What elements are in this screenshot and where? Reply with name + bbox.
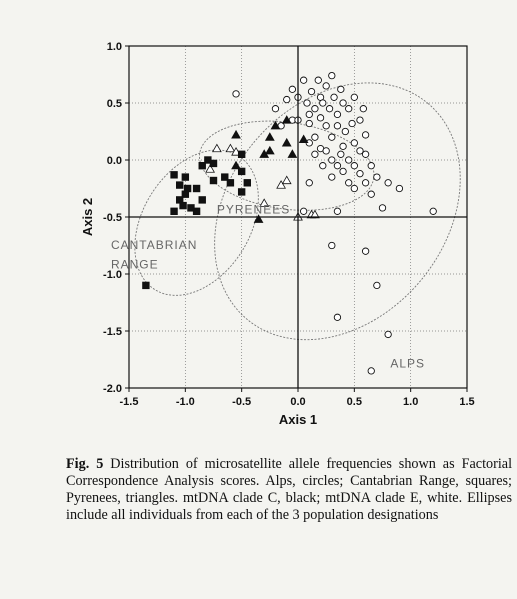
point-cantabrian-range [143, 282, 150, 289]
point-alps [317, 115, 323, 121]
point-pyrenees [288, 150, 296, 157]
point-cantabrian-range [180, 202, 187, 209]
point-cantabrian-range [210, 160, 217, 167]
point-alps [329, 134, 335, 140]
point-alps [360, 106, 366, 112]
point-alps [320, 163, 326, 169]
point-alps [362, 151, 368, 157]
caption-label: Fig. 5 [66, 456, 104, 472]
point-alps [374, 174, 380, 180]
point-cantabrian-range [171, 208, 178, 215]
x-tick-label: 1.5 [459, 396, 475, 408]
point-alps [306, 180, 312, 186]
point-alps [342, 128, 348, 134]
point-cantabrian-range [227, 180, 234, 187]
label-alps: ALPS [390, 356, 426, 371]
point-pyrenees [283, 139, 291, 146]
figure-caption [66, 456, 512, 524]
point-alps [396, 185, 402, 191]
point-alps [340, 100, 346, 106]
x-axis-title: Axis 1 [278, 412, 318, 427]
point-alps [334, 314, 340, 320]
point-alps [329, 157, 335, 163]
point-alps [362, 180, 368, 186]
point-alps [346, 157, 352, 163]
point-alps [312, 151, 318, 157]
point-alps [306, 111, 312, 117]
point-alps [323, 123, 329, 129]
point-alps [368, 368, 374, 374]
point-alps [338, 151, 344, 157]
point-alps [368, 163, 374, 169]
label-pyrenees: PYRENEES [216, 202, 291, 217]
y-axis-title: Axis 2 [80, 197, 95, 237]
point-alps [308, 88, 314, 94]
label-range: RANGE [110, 257, 159, 272]
point-alps [323, 148, 329, 154]
point-alps [312, 106, 318, 112]
point-cantabrian-range [182, 174, 189, 181]
point-alps [351, 94, 357, 100]
point-pyrenees [283, 176, 291, 183]
point-alps [233, 91, 239, 97]
point-alps [385, 180, 391, 186]
point-alps [315, 77, 321, 83]
point-alps [334, 111, 340, 117]
x-tick-label: 1.0 [403, 396, 419, 408]
point-alps [334, 163, 340, 169]
point-alps [304, 100, 310, 106]
point-alps [385, 331, 391, 337]
x-tick-label: 0.5 [346, 396, 362, 408]
y-tick-label: -0.5 [103, 212, 122, 224]
point-alps [320, 100, 326, 106]
point-cantabrian-range [238, 168, 245, 175]
x-tick-label: -1.5 [119, 396, 139, 408]
point-alps [340, 143, 346, 149]
point-alps [357, 117, 363, 123]
point-alps [357, 170, 363, 176]
point-alps [334, 123, 340, 129]
point-alps [306, 120, 312, 126]
y-tick-label: 0.5 [106, 98, 122, 110]
point-alps [338, 86, 344, 92]
point-pyrenees [232, 131, 240, 138]
y-tick-label: -1.5 [103, 326, 122, 338]
point-alps [362, 248, 368, 254]
point-cantabrian-range [238, 189, 245, 196]
point-alps [312, 134, 318, 140]
y-tick-label: -2.0 [103, 383, 122, 395]
point-alps [334, 208, 340, 214]
point-cantabrian-range [193, 208, 200, 215]
point-alps [331, 94, 337, 100]
point-pyrenees [266, 147, 274, 154]
point-pyrenees [213, 144, 221, 151]
y-tick-label: 1.0 [106, 41, 122, 53]
point-cantabrian-range [176, 182, 183, 189]
point-alps [379, 205, 385, 211]
point-alps [430, 208, 436, 214]
point-cantabrian-range [210, 177, 217, 184]
point-alps [368, 191, 374, 197]
point-alps [329, 174, 335, 180]
point-alps [329, 72, 335, 78]
label-cantabrian: CANTABRIAN [110, 237, 198, 252]
y-tick-label: -1.0 [103, 269, 122, 281]
point-pyrenees [266, 133, 274, 140]
point-alps [289, 86, 295, 92]
point-alps [362, 132, 368, 138]
x-tick-label: 0.0 [290, 396, 306, 408]
point-alps [284, 96, 290, 102]
point-alps [346, 106, 352, 112]
point-alps [351, 185, 357, 191]
point-alps [349, 120, 355, 126]
point-cantabrian-range [244, 180, 251, 187]
caption-text: Distribution of microsatellite allele frequencies shown as Factorial Correspondence Analysis scores. Alps, circles; Cantabrian Range, squares; Pyrenees, triangles. mtDNA clade C, black; mtDNA clade E, white. Ellipses include all individuals from each of the 3 population designations [66, 456, 513, 523]
point-cantabrian-range [199, 197, 206, 204]
point-alps [374, 282, 380, 288]
point-alps [300, 77, 306, 83]
point-alps [351, 163, 357, 169]
point-cantabrian-range [193, 185, 200, 192]
point-alps [323, 83, 329, 89]
point-cantabrian-range [171, 172, 178, 179]
point-alps [326, 106, 332, 112]
point-pyrenees [299, 135, 307, 142]
y-tick-label: 0.0 [106, 155, 122, 167]
x-tick-label: -0.5 [232, 396, 252, 408]
point-alps [340, 168, 346, 174]
point-alps [300, 208, 306, 214]
point-alps [351, 140, 357, 146]
point-alps [329, 242, 335, 248]
x-tick-label: -1.0 [175, 396, 195, 408]
point-alps [346, 180, 352, 186]
point-pyrenees [226, 144, 234, 151]
point-cantabrian-range [238, 151, 245, 158]
point-alps [272, 106, 278, 112]
